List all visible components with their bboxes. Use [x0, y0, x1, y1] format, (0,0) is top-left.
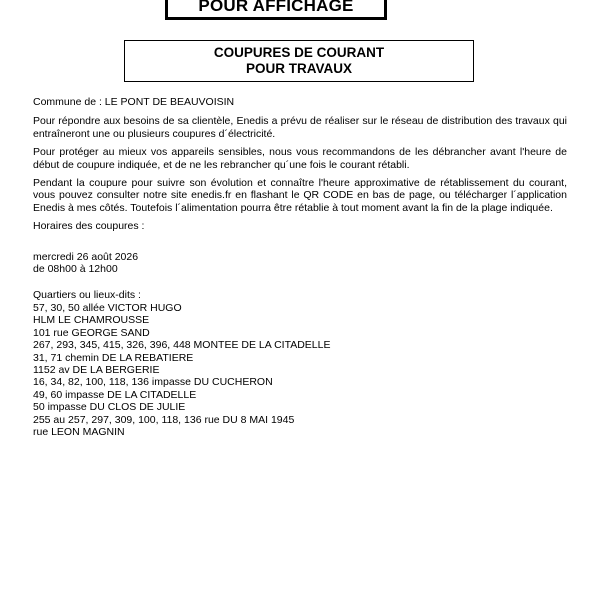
- hours-label: Horaires des coupures :: [33, 220, 145, 233]
- location-item: 1152 av DE LA BERGERIE: [33, 363, 160, 376]
- outage-schedule: [33, 251, 567, 276]
- intro-paragraph: Pour répondre aux besoins de sa clientèle, Enedis a prévu de réaliser sur le réseau de distribution des travaux qui entraîneront une ou plusieurs coupures d´électricité.: [33, 115, 567, 140]
- location-item: 49, 60 impasse DE LA CITADELLE: [33, 388, 197, 401]
- display-banner-text: POUR AFFICHAGE: [198, 0, 354, 15]
- location-item: 267, 293, 345, 415, 326, 396, 448 MONTEE DE LA CITADELLE: [33, 339, 331, 352]
- location-item: 50 impasse DU CLOS DE JULIE: [33, 401, 186, 414]
- outage-time-range: de 08h00 à 12h00: [33, 263, 118, 276]
- location-item: 16, 34, 82, 100, 118, 136 impasse DU CUCHERON: [33, 376, 273, 389]
- location-item: HLM LE CHAMROUSSE: [33, 314, 150, 327]
- location-item: 101 rue GEORGE SAND: [33, 326, 150, 339]
- notice-title-box: [124, 40, 474, 82]
- location-item: 255 au 257, 297, 309, 100, 118, 136 rue DU 8 MAI 1945: [33, 413, 295, 426]
- tracking-paragraph: Pendant la coupure pour suivre son évolution et connaître l'heure approximative de rétablissement du courant, vous pouvez consulter notre site enedis.fr en flashant le QR CODE en bas de page, ou télécharger l´application Enedis à mes côtés. Toutefois l´alimentation pourra être rétablie à tout moment avant la fin de la plage indiquée.: [33, 177, 567, 214]
- location-item: 57, 30, 50 allée VICTOR HUGO: [33, 301, 182, 314]
- outage-date: mercredi 26 août 2026: [33, 250, 139, 263]
- locations-label: Quartiers ou lieux-dits :: [33, 289, 141, 302]
- commune-line: Commune de : LE PONT DE BEAUVOISIN: [33, 96, 235, 108]
- location-item: rue LEON MAGNIN: [33, 425, 125, 438]
- locations-list: [33, 302, 567, 438]
- advice-paragraph: Pour protéger au mieux vos appareils sensibles, nous vous recommandons de les débrancher avant l'heure de début de coupure indiquée, et de ne les rebrancher qu´une fois le courant rétabli.: [33, 146, 567, 171]
- display-banner: [165, 0, 387, 20]
- notice-title-line-2: POUR TRAVAUX: [245, 61, 352, 76]
- notice-body: [33, 96, 567, 438]
- notice-title-line-1: COUPURES DE COURANT: [213, 45, 385, 60]
- location-item: 31, 71 chemin DE LA REBATIERE: [33, 351, 194, 364]
